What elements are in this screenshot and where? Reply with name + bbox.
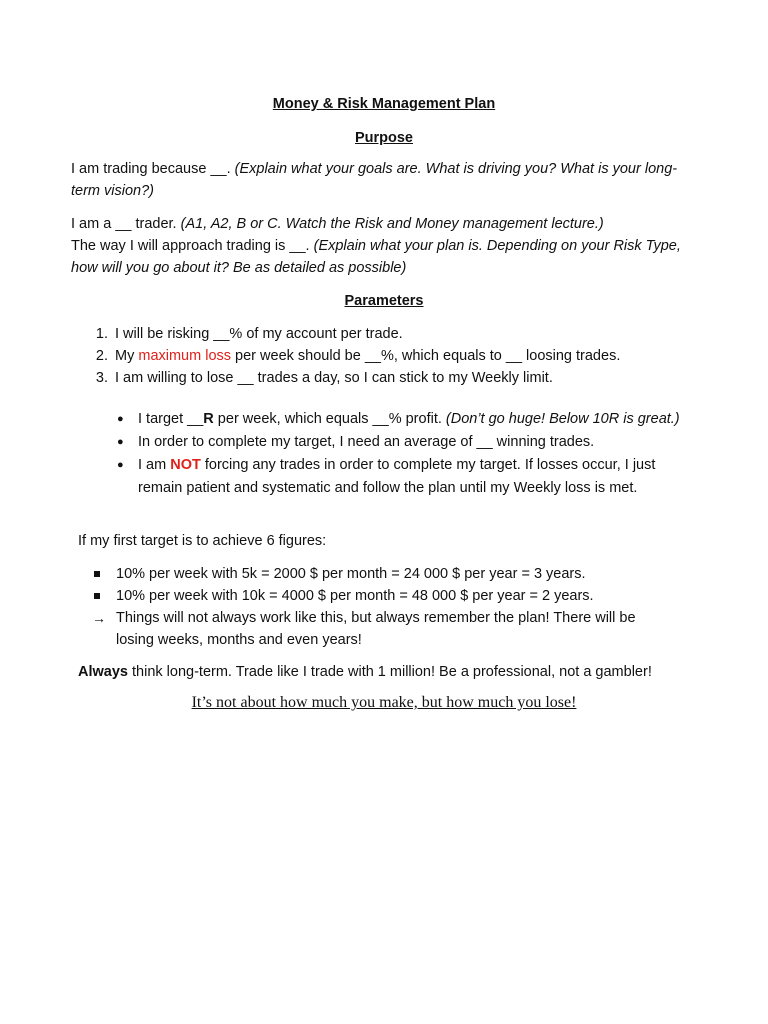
item-text-pre: My [115, 348, 139, 364]
item-text: I am willing to lose __ trades a day, so I can stick to my Weekly limit. [115, 370, 553, 386]
item-text-post: per week should be __%, which equals to __ loosing trades. [231, 348, 621, 364]
goals-hint: (Explain what your goals are. What is driving you? What is your long- [234, 161, 678, 177]
bullet-text-pre: I am [138, 457, 171, 473]
bullet-text-pre: I target __ [138, 411, 204, 427]
bullet-text: In order to complete my target, I need an average of __ winning trades. [138, 434, 595, 450]
bullet-text [138, 454, 655, 476]
trader-type-hint: (A1, A2, B or C. Watch the Risk and Money management lecture.) [180, 216, 604, 232]
bullet-icon: ● [117, 436, 124, 448]
not-highlight: NOT [170, 457, 201, 473]
approach-hint-continued: how will you go about it? Be as detailed as possible) [71, 260, 407, 276]
bullet-hint: (Don’t go huge! Below 10R is great.) [445, 411, 680, 427]
item-number: 2. [95, 348, 108, 364]
closing-motto: It’s not about how much you make, but how much you lose! [191, 694, 577, 711]
always-text: think long-term. Trade like I trade with 1 million! Be a professional, not a gambler! [127, 664, 652, 680]
square-bullet-icon [94, 593, 100, 599]
item-text: I will be risking __% of my account per trade. [115, 326, 403, 342]
r-unit: R [203, 411, 214, 427]
item-number: 3. [95, 370, 108, 386]
arrow-right-icon: → [92, 610, 106, 626]
bullet-text-post: forcing any trades in order to complete my target. If losses occur, I just [200, 457, 656, 473]
always-word: Always [78, 664, 128, 680]
parameters-heading: Parameters [344, 293, 424, 309]
item-text [115, 345, 620, 367]
item-text: 10% per week with 5k = 2000 $ per month = 24 000 $ per year = 3 years. [116, 566, 586, 582]
trader-type-text: I am a __ trader. [71, 216, 177, 232]
item-text: Things will not always work like this, but always remember the plan! There will be [116, 610, 636, 626]
bullet-icon: ● [117, 459, 124, 471]
document-title: Money & Risk Management Plan [272, 96, 496, 112]
purpose-paragraph-goals [71, 158, 699, 180]
bullet-text-continued: remain patient and systematic and follow the plan until my Weekly loss is met. [138, 480, 638, 496]
six-figures-intro: If my first target is to achieve 6 figures: [78, 533, 327, 549]
item-number: 1. [95, 326, 108, 342]
bullet-text [138, 408, 680, 430]
goals-hint-continued: term vision?) [71, 183, 154, 199]
item-text: 10% per week with 10k = 4000 $ per month = 48 000 $ per year = 2 years. [116, 588, 594, 604]
approach-line [71, 235, 699, 257]
square-bullet-icon [94, 571, 100, 577]
approach-hint: (Explain what your plan is. Depending on your Risk Type, [313, 238, 681, 254]
trader-type-line [71, 213, 699, 235]
purpose-heading: Purpose [354, 130, 413, 146]
item-text-continued: losing weeks, months and even years! [116, 632, 362, 648]
always-line [78, 661, 738, 683]
bullet-text-post: per week, which equals __% profit. [213, 411, 446, 427]
goals-text: I am trading because __. [71, 161, 231, 177]
bullet-icon: ● [117, 413, 124, 425]
approach-text: The way I will approach trading is __. [71, 238, 310, 254]
maximum-loss-highlight: maximum loss [138, 348, 232, 364]
